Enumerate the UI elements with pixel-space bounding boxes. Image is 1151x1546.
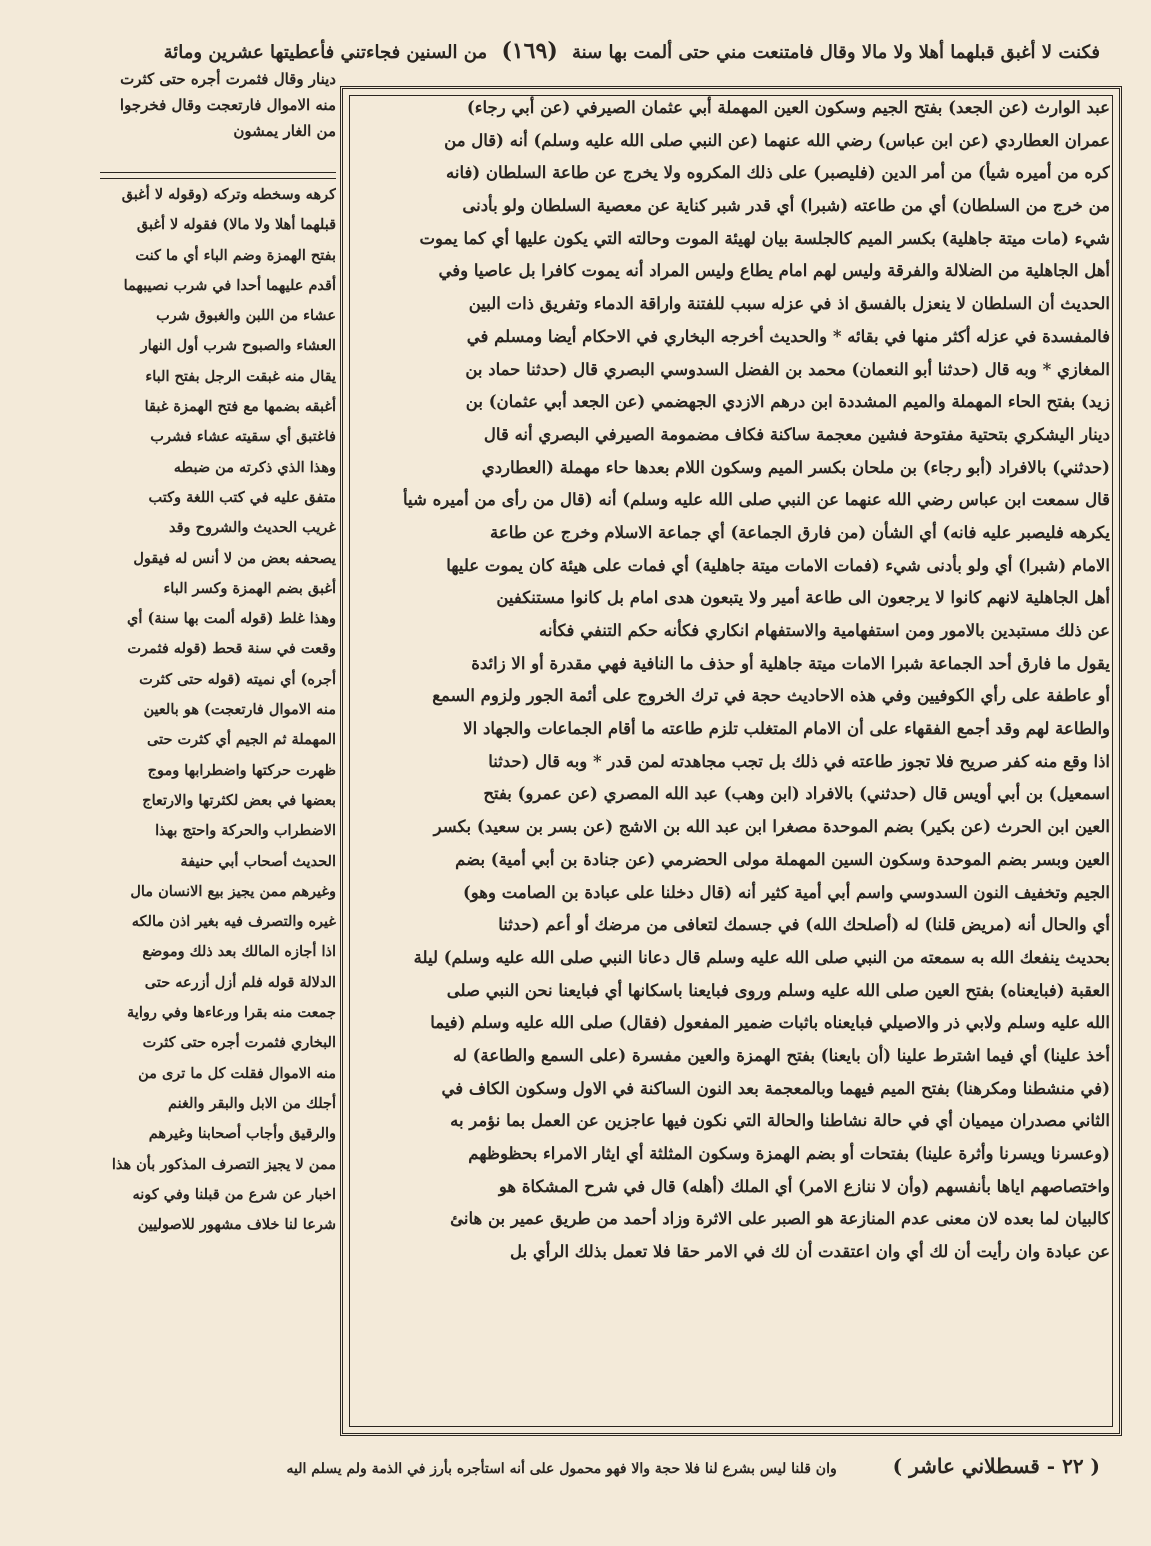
signature-mark: ( ٢٢ - قسطلاني عاشر ) bbox=[892, 1454, 1100, 1478]
margin-line: كرهه وسخطه وتركه (وقوله لا أغبق bbox=[121, 186, 336, 203]
margin-line: جمعت منه بقرا ورعاءها وفي رواية bbox=[127, 1004, 336, 1022]
header-tail: من السنين فجاءتني فأعطيتها عشرين ومائة bbox=[163, 42, 488, 63]
main-line: المغازي * وبه قال (حدثنا أبو النعمان) محمد بن الفضل السدوسي البصري قال (حدثنا حماد بن bbox=[465, 359, 1110, 379]
main-line: اذا وقع منه كفر صريح فلا تجوز طاعته في ذلك بل تجب مجاهدته لمن قدر * وبه قال (حدثنا bbox=[488, 751, 1110, 771]
margin-line: البخاري فثمرت أجره حتى كثرت bbox=[142, 1034, 336, 1052]
main-line: شيء (مات ميتة جاهلية) بكسر الميم كالجلسة بيان لهيئة الموت وحالته التي يكون عليها أي كما يموت bbox=[419, 228, 1110, 248]
margin-line: غريب الحديث والشروح وقد bbox=[169, 519, 336, 537]
margin-line: متفق عليه في كتب اللغة وكتب bbox=[148, 488, 336, 506]
margin-line: اخبار عن شرع من قبلنا وفي كونه bbox=[132, 1185, 336, 1203]
main-line: (وعسرنا ويسرنا وأثرة علينا) بفتحات أو بضم الهمزة وسكون المثلثة أي ايثار الامراء بحظوظهم bbox=[468, 1144, 1110, 1163]
margin-line: يصحفه بعض من لا أنس له فيقول bbox=[133, 549, 336, 567]
margin-top-text bbox=[100, 66, 336, 144]
main-line: عمران العطاردي (عن ابن عباس) رضي الله عنهما (عن النبي صلى الله عليه وسلم) أنه (قال من bbox=[444, 130, 1110, 150]
margin-line: الاضطراب والحركة واحتج بهذا bbox=[155, 822, 336, 840]
main-line: فالمفسدة في عزله أكثر منها في بقائه * والحديث أخرجه البخاري في الاحكام أيضا ومسلم في bbox=[466, 326, 1110, 346]
main-line: العين ابن الحرث (عن بكير) بضم الموحدة مصغرا ابن عبد الله بن الاشج (عن بسر بن سعيد) بكسر bbox=[433, 817, 1110, 837]
margin-line: غيره والتصرف فيه بغير اذن مالكه bbox=[131, 913, 336, 931]
main-line: قال سمعت ابن عباس رضي الله عنهما عن النبي صلى الله عليه وسلم) أنه (قال من رأى من أميره شيأ bbox=[403, 490, 1110, 510]
main-line: دينار اليشكري بتحتية مفتوحة فشين معجمة ساكنة فكاف مضمومة الصيرفي البصري أنه قال bbox=[483, 424, 1110, 444]
main-line: عن ذلك مستبدين بالامور ومن استفهامية والاستفهام انكاري فكأنه حكم التنفي فكأنه bbox=[538, 621, 1110, 640]
main-line: (حدثني) بالافراد (أبو رجاء) بن ملحان بكسر الميم وسكون اللام بعدها حاء مهملة (العطاردي bbox=[481, 457, 1110, 477]
main-line: العين وبسر بضم الموحدة وسكون السين المهملة مولى الحضرمي (عن جنادة بن أبي أمية) بضم bbox=[455, 849, 1110, 869]
main-line: من خرج من السلطان) أي من طاعته (شبرا) أي قدر شبر كناية عن معصية السلطان ولو بأدنى bbox=[462, 196, 1110, 216]
margin-line: العشاء والصبوح شرب أول النهار bbox=[140, 337, 336, 355]
main-line: يقول ما فارق أحد الجماعة شبرا الامات ميتة جاهلية أو حذف ما النافية فهي مقدرة أو الا زائدة bbox=[471, 653, 1110, 673]
main-line: الحديث أن السلطان لا ينعزل بالفسق اذ في عزله سبب للفتنة واراقة الدماء وتفريق ذات البين bbox=[468, 294, 1110, 314]
margin-line: عشاء من اللبن والغبوق شرب bbox=[156, 307, 336, 325]
margin-top-line: دينار وقال فثمرت أجره حتى كثرت bbox=[120, 70, 336, 88]
margin-line: وقعت في سنة قحط (قوله فثمرت bbox=[127, 640, 336, 658]
margin-line: يقال منه غبقت الرجل بفتح الباء bbox=[145, 367, 336, 385]
margin-line: اذا أجازه المالك بعد ذلك وموضع bbox=[142, 943, 336, 961]
main-line: عن عبادة وان رأيت أن لك أي وان اعتقدت أن لك في الامر حقا فلا تعمل بذلك الرأي بل bbox=[509, 1242, 1110, 1262]
main-line: بحديث ينفعك الله به سمعته من النبي صلى الله عليه وسلم قال دعانا النبي صلى الله عليه وسلم) ليلة bbox=[413, 947, 1110, 967]
margin-line: فاغتبق أي سقيته عشاء فشرب bbox=[150, 428, 336, 446]
main-line: يكرهه فليصبر عليه فانه) أي الشأن (من فارق الجماعة) أي جماعة الاسلام وخرج عن طاعة bbox=[490, 522, 1110, 542]
main-text bbox=[350, 92, 1110, 1427]
main-line: زيد) بفتح الحاء المهملة والميم المشددة ابن درهم الازدي الجهضمي (عن الجعد أبي عثمان) بن bbox=[465, 392, 1110, 412]
margin-line: وهذا غلط (قوله ألمت بها سنة) أي bbox=[127, 610, 336, 628]
margin-commentary bbox=[100, 180, 336, 1440]
main-line: والطاعة لهم وقد أجمع الفقهاء على أن الامام المتغلب تلزم طاعته ما أقام الجماعات والجهاد الا bbox=[463, 719, 1110, 739]
margin-line: والرقيق وأجاب أصحابنا وغيرهم bbox=[148, 1125, 336, 1143]
main-line: واختصاصهم اياها بأنفسهم (وأن لا ننازع الامر) أي الملك (أهله) قال في شرح المشكاة هو bbox=[498, 1176, 1110, 1196]
main-line: أهل الجاهلية من الضلالة والفرقة وليس لهم امام يطاع وليس المراد أنه يموت كافرا بل عاصيا وفي bbox=[438, 261, 1110, 281]
main-line: أي والحال أنه (مريض قلنا) له (أصلحك الله) في جسمك لتعافى من مرضك أو أعم (حدثنا bbox=[498, 915, 1110, 935]
main-line: العقبة (فبايعناه) بفتح العين صلى الله عليه وسلم وروى فبايعنا باسكانها أي فبايعنا نحن النبي صلى bbox=[446, 980, 1110, 1000]
margin-line: بفتح الهمزة وضم الباء أي ما كنت bbox=[135, 246, 336, 264]
margin-line: قبلهما أهلا ولا مالا) فقوله لا أغبق bbox=[136, 216, 336, 234]
footer-note: وان قلنا ليس بشرع لنا فلا حجة والا فهو محمول على أنه استأجره بأرز في الذمة ولم يسلم اليه bbox=[286, 1461, 837, 1477]
margin-line: وغيرهم ممن يجيز بيع الانسان مال bbox=[130, 882, 336, 900]
margin-line: أغبق بضم الهمزة وكسر الباء bbox=[163, 579, 336, 597]
main-line: عبد الوارث (عن الجعد) بفتح الجيم وسكون العين المهملة أبي عثمان الصيرفي (عن أبي رجاء) bbox=[466, 98, 1110, 117]
main-line: كالبيان لما بعده لان معنى عدم المنازعة هو الصبر على الاثرة وزاد أحمد من طريق عمير بن هانئ bbox=[450, 1209, 1110, 1229]
margin-line: المهملة ثم الجيم أي كثرت حتى bbox=[147, 731, 336, 749]
main-line: اسمعيل) بن أبي أويس قال (حدثني) بالافراد (ابن وهب) عبد الله المصري (عن عمرو) بفتح bbox=[483, 784, 1110, 804]
margin-line: أجره) أي نميته (قوله حتى كثرت bbox=[139, 670, 336, 688]
main-line: (في منشطنا ومكرهنا) بفتح الميم فيهما وبالمعجمة بعد النون الساكنة في الاول وسكون الكاف في bbox=[441, 1078, 1110, 1098]
page-footer bbox=[286, 1448, 1100, 1484]
margin-line: منه الاموال فارتعجت) هو بالعين bbox=[143, 701, 336, 719]
margin-line: الحديث أصحاب أبي حنيفة bbox=[180, 852, 336, 870]
margin-top-line: من الغار يمشون bbox=[233, 122, 336, 140]
margin-line: أجلك من الابل والبقر والغنم bbox=[168, 1094, 336, 1112]
margin-top-line: منه الاموال فارتعجت وقال فخرجوا bbox=[119, 96, 336, 114]
main-line: أهل الجاهلية لانهم كانوا لا يرجعون الى طاعة أمير ولا يتبعون هدى امام بل كانوا مستنكفين bbox=[496, 588, 1110, 608]
margin-line: الدلالة قوله فلم أزل أزرعه حتى bbox=[144, 973, 336, 991]
margin-line: وهذا الذي ذكرته من ضبطه bbox=[173, 458, 336, 476]
margin-line: ظهرت حركتها واضطرابها وموج bbox=[147, 761, 336, 779]
margin-line: بعضها في بعض لكثرتها والارتعاج bbox=[142, 791, 336, 809]
margin-line: أقدم عليهما أحدا في شرب نصيبهما bbox=[123, 276, 336, 294]
page-number: (١٦٩) bbox=[501, 38, 558, 64]
header-text: فكنت لا أغبق قبلهما أهلا ولا مالا وقال فامتنعت مني حتى ألمت بها سنة bbox=[572, 42, 1100, 63]
main-line: أو عاطفة على رأي الكوفيين وفي هذه الاحاديث حجة في ترك الخروج على أئمة الجور ولزوم السمع bbox=[432, 686, 1110, 706]
margin-divider bbox=[100, 172, 336, 179]
main-line: كره من أميره شيأ) من أمر الدين (فليصبر) على ذلك المكروه ولا يخرج عن طاعة السلطان (فانه bbox=[446, 163, 1110, 183]
margin-line: ممن لا يجيز التصرف المذكور بأن هذا bbox=[111, 1155, 336, 1173]
margin-line: شرعا لنا خلاف مشهور للاصوليين bbox=[137, 1216, 336, 1234]
main-line: الله عليه وسلم ولابي ذر والاصيلي فبايعناه باثبات ضمير المفعول (فقال) صلى الله عليه وسلم (فيما bbox=[430, 1013, 1110, 1033]
main-line: أخذ علينا) أي فيما اشترط علينا (أن بايعنا) بفتح الهمزة والعين مفسرة (على السمع والطاعة) له bbox=[452, 1045, 1110, 1065]
main-line: الثاني مصدران ميميان أي في حالة نشاطنا والحالة التي نكون فيها عاجزين عن العمل بما نؤمر به bbox=[450, 1111, 1110, 1131]
page-header bbox=[100, 36, 1100, 66]
main-line: الجيم وتخفيف النون السدوسي واسم أبي أمية كثير أنه (قال دخلنا على عبادة بن الصامت وهو) bbox=[462, 882, 1110, 902]
margin-line: أغبقه بضمها مع فتح الهمزة غبقا bbox=[144, 398, 336, 416]
margin-line: منه الاموال فقلت كل ما ترى من bbox=[138, 1064, 336, 1082]
main-line: الامام (شبرا) أي ولو بأدنى شيء (فمات الامات ميتة جاهلية) أي فمات على هيئة كان يموت عليها bbox=[446, 555, 1110, 575]
